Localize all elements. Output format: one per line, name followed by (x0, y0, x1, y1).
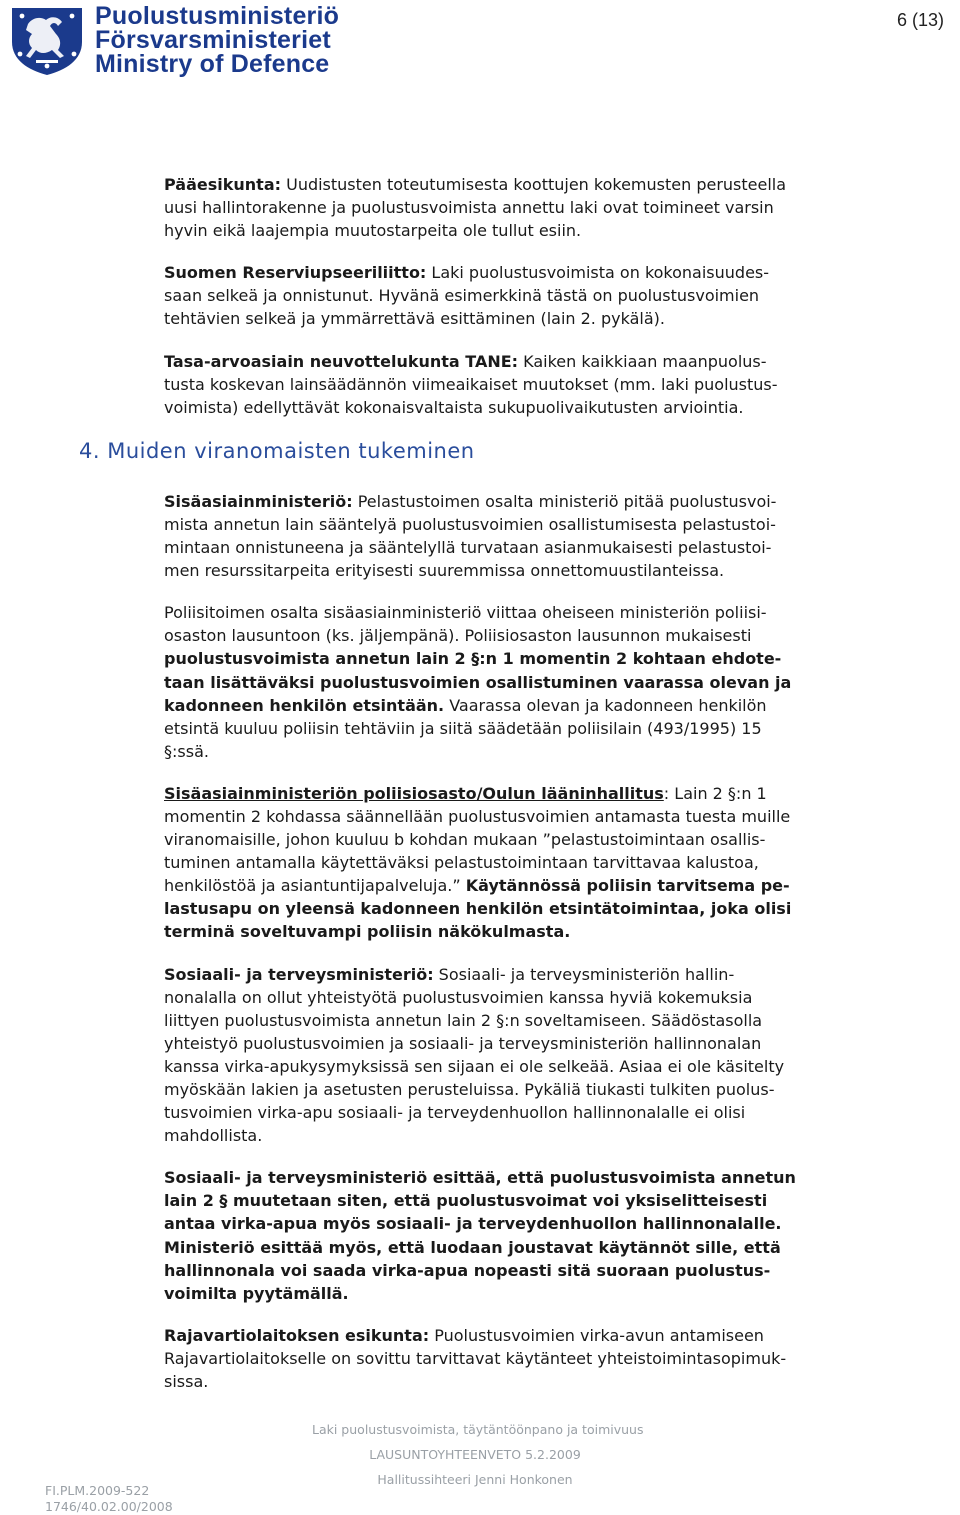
statement-label: Sisäasiainministeriö: (164, 491, 353, 511)
text-line: Kaiken kaikkiaan maanpuolus- (518, 351, 767, 371)
page-header (0, 0, 960, 80)
text-line: Sosiaali- ja terveysministeriö esittää, että puolustusvoimista annetun (164, 1168, 796, 1188)
statement-label: Pääesikunta: (164, 175, 282, 194)
lion-coat-of-arms-icon (6, 4, 88, 76)
text-line: osaston lausuntoon (ks. jäljempänä). Poliisiosaston lausunnon mukaisesti (164, 626, 752, 646)
footer-reference (45, 1483, 173, 1515)
text-line: terminä soveltuvampi poliisin näkökulmasta. (164, 922, 571, 942)
statement-poliisitoimi (164, 601, 904, 763)
page-number: 6 (13) (896, 10, 944, 30)
footer-author: Hallitussihteeri Jenni Honkonen (377, 1472, 573, 1487)
text-line: Poliisitoimen osalta sisäasiainministeriö viittaa oheiseen ministeriön poliisi- (164, 603, 767, 623)
statement-label: Rajavartiolaitoksen esikunta: (164, 1325, 430, 1345)
text-line: men resurssitarpeita erityisesti suuremmissa onnettomuustilanteissa. (164, 561, 725, 581)
text-line: liittyen puolustusvoimista annetun lain 2 §:n soveltamiseen. Säädöstasolla (164, 1010, 763, 1030)
text-line: Käytännössä poliisin tarvitsema pe- (465, 876, 790, 896)
footer-subject: Laki puolustusvoimista, täytäntöönpano ja toimivuus (312, 1422, 644, 1437)
statement-label: Tasa-arvoasiain neuvottelukunta TANE: (164, 351, 519, 371)
text-line: Vaarassa olevan ja kadonneen henkilön (444, 695, 767, 715)
text-line: yhteistyö puolustusvoimien ja sosiaali- ja terveysministeriön hallinnonalan (164, 1033, 762, 1053)
text-line: mista annetun lain sääntelyä puolustusvoimien osallistumisesta pelastustoi- (164, 514, 776, 534)
text-line: viranomaisille, johon kuuluu b kohdan mukaan ”pelastustoimintaan osallis- (164, 830, 766, 850)
statement-reserviupseeriliitto (164, 261, 904, 330)
text-line: momentin 2 kohdassa säännellään puolustusvoimien antamasta tuesta muille (164, 806, 791, 826)
text-line: tusvoimien virka-apu sosiaali- ja terveydenhuollon hallinnonalalle ei olisi (164, 1103, 746, 1123)
text-line: Rajavartiolaitokselle on sovittu tarvittavat käytänteet yhteistoimintasopimuk- (164, 1348, 787, 1368)
footer-archive-number: 1746/40.02.00/2008 (45, 1499, 173, 1514)
text-line: tusta koskevan lainsäädännön viimeaikaiset muutokset (mm. laki puolustus- (164, 374, 778, 394)
statement-paaesikunta (164, 173, 904, 242)
text-line: kanssa virka-apukysymyksissä sen sijaan ei ole selkeää. Asiaa ei ole käsitelty (164, 1056, 785, 1076)
statement-stm-proposal (164, 1166, 904, 1305)
text-line: lain 2 § muutetaan siten, että puolustusvoimat voi yksiselitteisesti (164, 1191, 768, 1211)
statement-stm (164, 963, 904, 1148)
text-line: hyvin eikä laajempia muutostarpeita ole tullut esiin. (164, 221, 582, 241)
text-line: Lain 2 §:n 1 (669, 783, 767, 803)
text-line: taan lisättäväksi puolustusvoimien osallistuminen vaarassa olevan ja (164, 672, 792, 692)
ministry-name-sv: Försvarsministeriet (95, 26, 331, 54)
text-line: sissa. (164, 1372, 209, 1392)
text-line: voimista) edellyttävät kokonaisvaltaista sukupuolivaikutusten arviointia. (164, 397, 744, 417)
text-line: : (663, 783, 670, 803)
document-body (79, 173, 904, 1412)
footer-document: LAUSUNTOYHTEENVETO 5.2.2009 (369, 1447, 581, 1462)
section-heading: 4. Muiden viranomaisten tukeminen (79, 438, 475, 463)
text-line: saan selkeä ja onnistunut. Hyvänä esimerkkinä tästä on puolustusvoimien (164, 286, 760, 306)
statement-label: Suomen Reserviupseeriliitto: (164, 263, 427, 283)
text-line: antaa virka-apua myös sosiaali- ja terveydenhuollon hallinnonalalle. (164, 1214, 782, 1234)
text-line: tuminen antamalla käytettäväksi pelastustoimintaan tarvittavaa kalustoa, (164, 853, 759, 873)
text-line: lastusapu on yleensä kadonneen henkilön etsintätoimintaa, joka olisi (164, 899, 792, 919)
text-line: Pelastustoimen osalta ministeriö pitää puolustusvoi- (352, 491, 777, 511)
text-line: kadonneen henkilön etsintään. (164, 695, 445, 715)
text-line: Ministeriö esittää myös, että luodaan joustavat käytännöt sille, että (164, 1237, 781, 1257)
text-line: puolustusvoimista annetun lain 2 §:n 1 momentin 2 kohtaan ehdote- (164, 649, 782, 669)
text-line: etsintä kuuluu poliisin tehtäviin ja siitä säädetään poliisilain (493/1995) 15 (164, 718, 762, 738)
statement-poliisiosasto (164, 782, 904, 944)
text-line: Laki puolustusvoimista on kokonaisuudes- (426, 263, 770, 283)
statement-rajavartiolaitos (164, 1324, 904, 1393)
statement-label: Sosiaali- ja terveysministeriö: (164, 964, 434, 984)
page-footer (312, 1417, 644, 1492)
ministry-name-block (95, 4, 339, 76)
text-line: §:ssä. (164, 741, 209, 761)
statement-tane (164, 350, 904, 419)
ministry-name-en: Ministry of Defence (95, 50, 330, 78)
text-line: uusi hallintorakenne ja puolustusvoimista annettu laki ovat toimineet varsin (164, 198, 774, 218)
text-line: nonalalla on ollut yhteistyötä puolustusvoimien kanssa hyviä kokemuksia (164, 987, 753, 1007)
statement-label: Sisäasiainministeriön poliisiosasto/Oulun lääninhallitus (164, 783, 664, 803)
text-line: Sosiaali- ja terveysministeriön hallin- (433, 964, 735, 984)
text-line: Uudistusten toteutumisesta koottujen kokemusten perusteella (281, 175, 787, 194)
footer-ref-number: FI.PLM.2009-522 (45, 1483, 150, 1498)
text-line: voimilta pyytämällä. (164, 1283, 349, 1303)
text-line: tehtävien selkeä ja ymmärrettävä esittäminen (lain 2. pykälä). (164, 309, 665, 329)
text-line: henkilöstöä ja asiantuntijapalveluja.” (164, 876, 466, 896)
text-line: hallinnonala voi saada virka-apua nopeasti sitä suoraan puolustus- (164, 1260, 771, 1280)
text-line: Puolustusvoimien virka-avun antamiseen (429, 1325, 764, 1345)
text-line: mintaan onnistuneena ja sääntelyllä turvataan asianmukaisesti pelastustoi- (164, 538, 772, 558)
statement-sisaasiainministerio (164, 490, 904, 582)
ministry-name-fi: Puolustusministeriö (95, 2, 340, 30)
text-line: myöskään lakien ja asetusten perusteluissa. Pykäliä tiukasti tulkiten puolus- (164, 1080, 775, 1099)
text-line: mahdollista. (164, 1126, 263, 1146)
